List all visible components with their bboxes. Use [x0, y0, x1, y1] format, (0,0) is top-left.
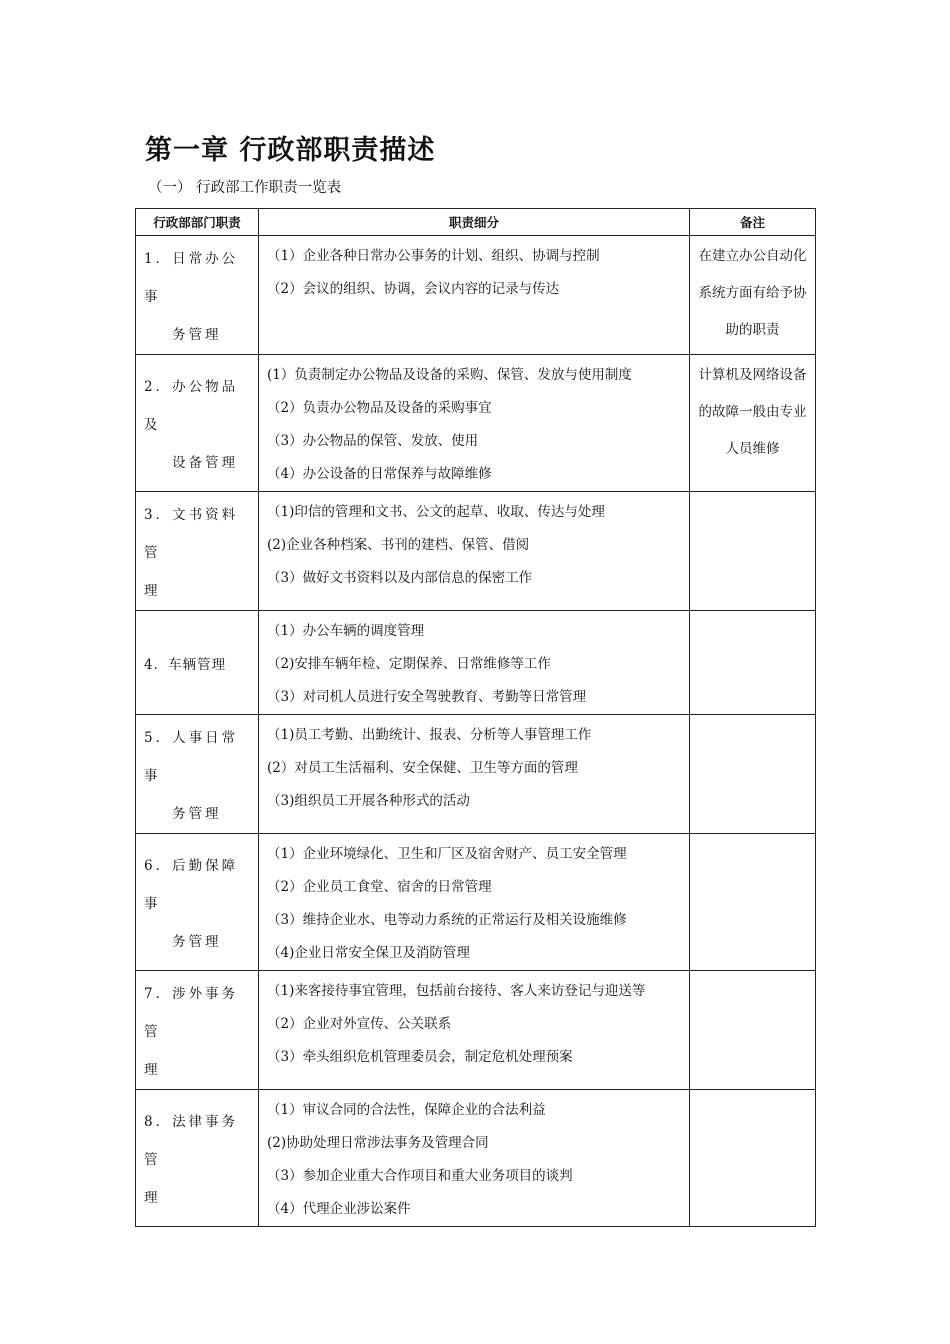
detail-line: （1)印信的管理和文书、公文的起草、收取、传达与处理: [267, 504, 605, 520]
table-header-row: [136, 209, 816, 236]
header-dept: 行政部部门职责: [136, 209, 259, 236]
detail-line: （2）企业员工食堂、宿舍的日常管理: [267, 879, 492, 895]
detail-line: (2）对员工生活福利、安全保健、卫生等方面的管理: [267, 760, 578, 776]
detail-line: （4）办公设备的日常保养与故障维修: [267, 466, 492, 482]
detail-line: （1）企业各种日常办公事务的计划、组织、协调与控制: [267, 248, 600, 264]
table-row: [136, 355, 816, 492]
note-cell: 在建立办公自动化系统方面有给予协助的职责: [690, 236, 816, 355]
dept-cell: [136, 236, 259, 355]
dept-line: 4．车辆管理: [144, 656, 227, 673]
detail-cell: [259, 834, 690, 971]
detail-line: （2）企业对外宣传、公关联系: [267, 1016, 452, 1032]
detail-line: （3）参加企业重大合作项目和重大业务项目的谈判: [267, 1168, 573, 1184]
detail-line: （3）维持企业水、电等动力系统的正常运行及相关设施维修: [267, 912, 627, 928]
dept-cell: [136, 971, 259, 1090]
dept-line: 理: [144, 1062, 161, 1078]
table-row: [136, 971, 816, 1090]
dept-line: 6．后勤保障事: [144, 858, 239, 912]
dept-line: 务管理: [172, 806, 222, 822]
detail-line: （2）负责办公物品及设备的采购事宜: [267, 400, 492, 416]
detail-cell: [259, 1090, 690, 1227]
table-row: [136, 492, 816, 611]
detail-line: (2)协助处理日常涉法事务及管理合同: [267, 1135, 489, 1151]
table-row: [136, 715, 816, 834]
table-row: [136, 611, 816, 715]
table-row: [136, 236, 816, 355]
dept-line: 务管理: [172, 327, 222, 343]
table-row: [136, 834, 816, 971]
note-cell: [690, 971, 816, 1090]
dept-line: 务管理: [172, 934, 222, 950]
table-row: [136, 1090, 816, 1227]
detail-line: （1)来客接待事宜管理，包括前台接待、客人来访登记与迎送等: [267, 983, 646, 999]
note-cell: [690, 492, 816, 611]
dept-line: 3．文书资料管: [144, 507, 239, 561]
detail-cell: [259, 236, 690, 355]
dept-cell: [136, 834, 259, 971]
detail-cell: [259, 492, 690, 611]
detail-line: （3）对司机人员进行安全驾驶教育、考勤等日常管理: [267, 689, 587, 705]
note-cell: [690, 1090, 816, 1227]
detail-cell: [259, 355, 690, 492]
dept-line: 理: [144, 583, 161, 599]
dept-line: 7．涉外事务管: [144, 986, 239, 1040]
detail-line: （2）会议的组织、协调，会议内容的记录与传达: [267, 281, 560, 297]
dept-cell: [136, 492, 259, 611]
note-cell: [690, 611, 816, 715]
dept-cell: [136, 1090, 259, 1227]
dept-cell: [136, 355, 259, 492]
dept-line: 8．法律事务管: [144, 1114, 239, 1168]
note-cell: [690, 715, 816, 834]
dept-line: 设备管理: [172, 455, 238, 471]
detail-cell: [259, 611, 690, 715]
header-note: 备注: [690, 209, 816, 236]
header-detail: 职责细分: [259, 209, 690, 236]
note-cell: [690, 834, 816, 971]
section-title: （一） 行政部工作职责一览表: [148, 180, 342, 196]
detail-line: （3）做好文书资料以及内部信息的保密工作: [267, 570, 533, 586]
duty-table: [135, 208, 816, 1227]
detail-line: （1）办公车辆的调度管理: [267, 623, 425, 639]
detail-cell: [259, 971, 690, 1090]
detail-line: （1）审议合同的合法性，保障企业的合法利益: [267, 1102, 546, 1118]
dept-line: 理: [144, 1190, 161, 1206]
note-cell: 计算机及网络设备的故障一般由专业人员维修: [690, 355, 816, 492]
dept-line: 2．办公物品及: [144, 379, 239, 433]
dept-line: 1．日常办公事: [144, 251, 239, 305]
detail-line: （1)员工考勤、出勤统计、报表、分析等人事管理工作: [267, 727, 592, 743]
detail-line: （2)安排车辆年检、定期保养、日常维修等工作: [267, 656, 551, 672]
detail-line: (2)企业各种档案、书刊的建档、保管、借阅: [267, 537, 530, 553]
detail-line: （4)企业日常安全保卫及消防管理: [267, 945, 470, 961]
dept-line: 5．人事日常事: [144, 730, 239, 784]
detail-line: （3)组织员工开展各种形式的活动: [267, 793, 470, 809]
detail-line: (1）负责制定办公物品及设备的采购、保管、发放与使用制度: [267, 367, 632, 383]
detail-line: （4）代理企业涉讼案件: [267, 1201, 411, 1217]
detail-line: （1）企业环境绿化、卫生和厂区及宿舍财产、员工安全管理: [267, 846, 627, 862]
detail-cell: [259, 715, 690, 834]
dept-cell: [136, 611, 259, 715]
chapter-title: 第一章 行政部职责描述: [145, 135, 436, 166]
detail-line: （3）牵头组织危机管理委员会，制定危机处理预案: [267, 1049, 573, 1065]
detail-line: （3）办公物品的保管、发放、使用: [267, 433, 479, 449]
dept-cell: [136, 715, 259, 834]
